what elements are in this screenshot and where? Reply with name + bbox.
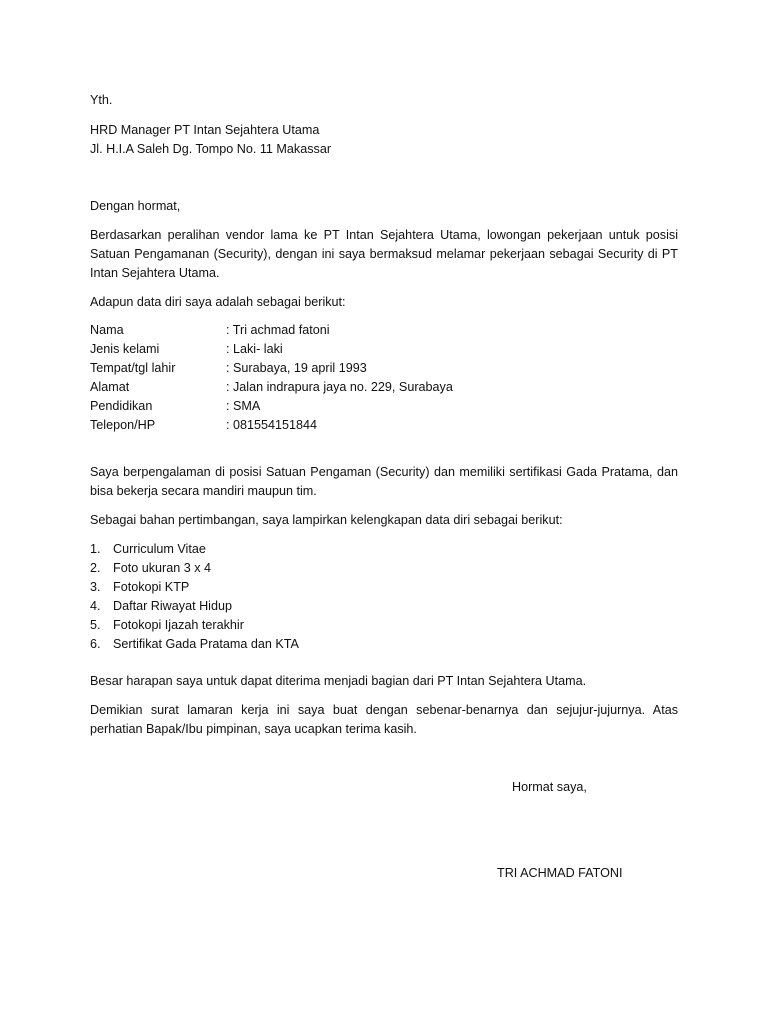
greeting: Dengan hormat, [90, 199, 181, 213]
paragraph-experience: Saya berpengalaman di posisi Satuan Pengaman (Security) dan memiliki sertifikasi Gada Pratama, dan bisa bekerja secara mandiri maupun tim. [90, 465, 678, 498]
personal-data-label: Tempat/tgl lahir [90, 361, 176, 375]
list-number: 6. [90, 637, 101, 651]
personal-data-row [90, 340, 678, 359]
recipient-line-2: Jl. H.I.A Saleh Dg. Tompo No. 11 Makassar [90, 142, 332, 156]
personal-data-label: Nama [90, 323, 124, 337]
list-number: 1. [90, 542, 101, 556]
list-text: Fotokopi KTP [113, 580, 190, 594]
personal-data-value: : Jalan indrapura jaya no. 229, Surabaya [226, 380, 453, 394]
list-number: 2. [90, 561, 101, 575]
list-number: 4. [90, 599, 101, 613]
list-text: Fotokopi Ijazah terakhir [113, 618, 244, 632]
personal-data-label: Jenis kelami [90, 342, 160, 356]
personal-data-label: Pendidikan [90, 399, 153, 413]
list-text: Curriculum Vitae [113, 542, 206, 556]
paragraph-closing: Demikian surat lamaran kerja ini saya buat dengan sebenar-benarnya dan sejujur-jujurnya. Atas perhatian Bapak/Ibu pimpinan, saya ucapkan terima kasih. [90, 703, 678, 736]
personal-data-label: Alamat [90, 380, 130, 394]
data-intro: Adapun data diri saya adalah sebagai berikut: [90, 295, 346, 309]
list-text: Daftar Riwayat Hidup [113, 599, 232, 613]
personal-data-row [90, 397, 678, 416]
personal-data-row [90, 416, 678, 435]
paragraph-hope: Besar harapan saya untuk dapat diterima menjadi bagian dari PT Intan Sejahtera Utama. [90, 674, 587, 688]
personal-data-value: : 081554151844 [226, 418, 318, 432]
sign-off: Hormat saya, [512, 780, 587, 794]
list-text: Sertifikat Gada Pratama dan KTA [113, 637, 299, 651]
salutation-to: Yth. [90, 93, 113, 107]
personal-data-row [90, 321, 678, 340]
personal-data-value: : Laki- laki [226, 342, 283, 356]
list-number: 5. [90, 618, 101, 632]
list-text: Foto ukuran 3 x 4 [113, 561, 212, 575]
personal-data-value: : Tri achmad fatoni [226, 323, 330, 337]
personal-data-row [90, 378, 678, 397]
paragraph-intro: Berdasarkan peralihan vendor lama ke PT Intan Sejahtera Utama, lowongan pekerjaan untuk posisi Satuan Pengamanan (Security), dengan ini saya bermaksud melamar pekerjaan sebagai Security di PT Intan Sejahtera Utama. [90, 228, 678, 280]
attachments-intro: Sebagai bahan pertimbangan, saya lampirkan kelengkapan data diri sebagai berikut: [90, 513, 563, 527]
personal-data-row [90, 359, 678, 378]
personal-data-value: : Surabaya, 19 april 1993 [226, 361, 367, 375]
recipient-line-1: HRD Manager PT Intan Sejahtera Utama [90, 123, 320, 137]
personal-data-label: Telepon/HP [90, 418, 156, 432]
personal-data-value: : SMA [226, 399, 261, 413]
signatory-name: TRI ACHMAD FATONI [497, 866, 623, 880]
list-number: 3. [90, 580, 101, 594]
